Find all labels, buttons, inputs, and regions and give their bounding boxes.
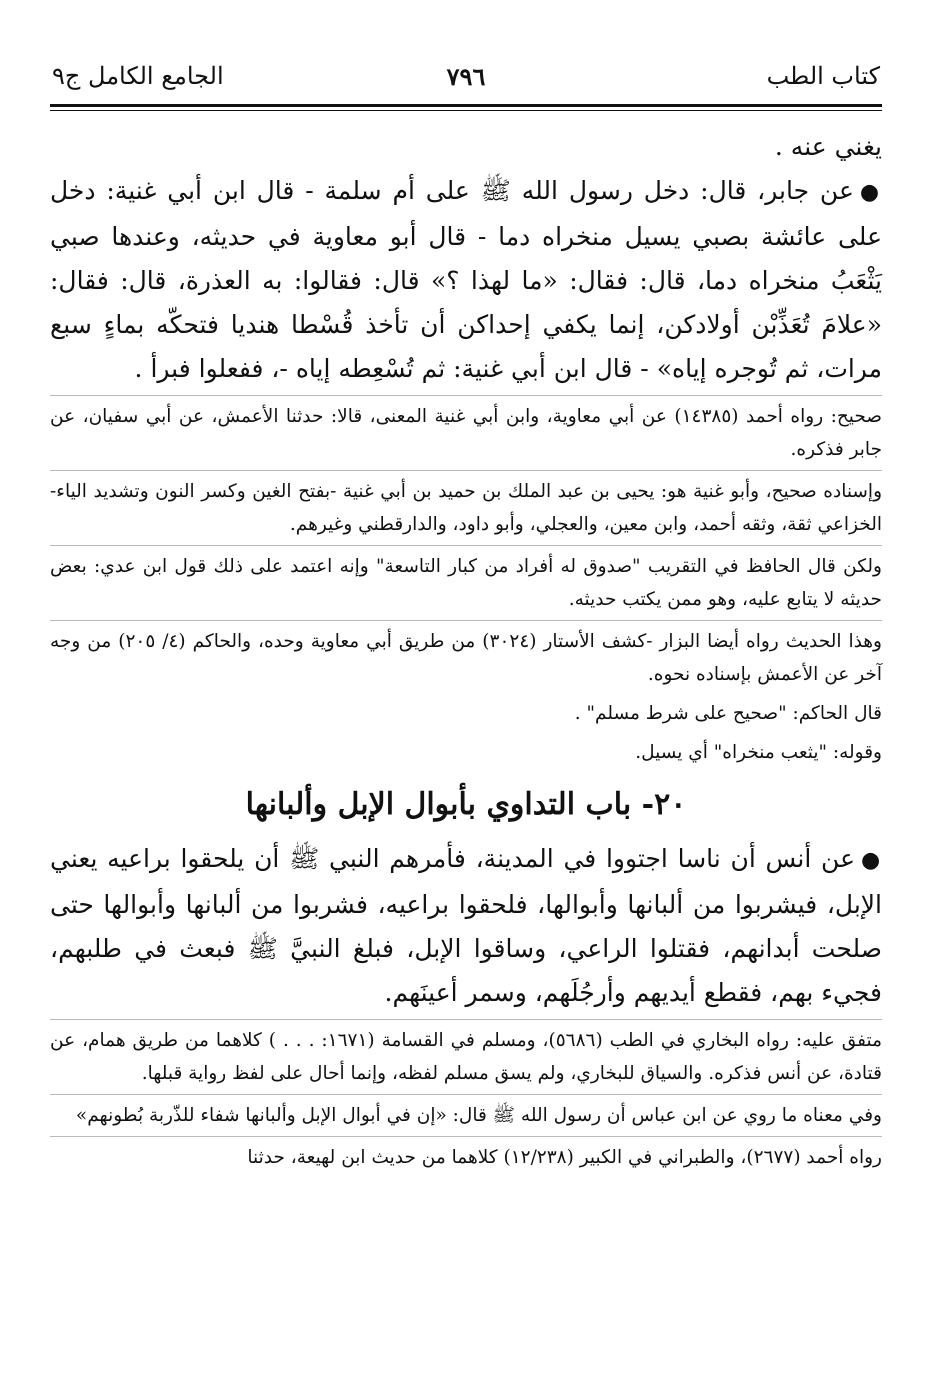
header-rule-thin (50, 110, 882, 111)
header-rule-thick (50, 104, 882, 107)
commentary-paragraph: قال الحاكم: "صحيح على شرط مسلم" . (574, 703, 882, 724)
hadith-text: عن جابر، قال: دخل رسول الله ﷺ على أم سلمة - قال ابن أبي غنية: دخل على عائشة بصبي يسيل منخراه دما - قال أبو معاوية في حديثه، وعندها صبي يَثْعَبُ منخراه دما، قال: فقال: «ما لهذا ؟» قال: فقالوا: به العذرة، قال: فقال: «علامَ تُعَذِّبْن أولادكن، إنما يكفي إحداكن أن تأخذ قُسْطا هنديا فتحكّه بماءٍ سبع مرات، ثم تُوجره إياه» - قال ابن أبي غنية: ثم تُسْعِطه إياه -، ففعلوا فبرأ . (50, 176, 882, 383)
hadith-paragraph (50, 837, 882, 1015)
commentary-paragraph: وقوله: "يثعب منخراه" أي يسيل. (635, 742, 882, 763)
commentary-paragraph: وفي معناه ما روي عن ابن عباس أن رسول الله ﷺ قال: «إن في أبوال الإبل وألبانها شفاء للذّربة بُطونهم» (75, 1105, 882, 1126)
book-page (50, 56, 882, 1174)
commentary-paragraph: وإسناده صحيح، وأبو غنية هو: يحيى بن عبد الملك بن حميد بن أبي غنية -بفتح الغين وكسر النون وتشديد الياء- الخزاعي ثقة، وثقه أحمد، وابن معين، والعجلي، وأبو داود، والدارقطني وغيرهم. (50, 481, 882, 535)
bullet-icon: ● (859, 180, 883, 205)
bullet-icon: ● (861, 848, 882, 873)
commentary-paragraph: رواه أحمد (٢٦٧٧)، والطبراني في الكبير (١٢/٢٣٨) كلاهما من حديث ابن لهيعة، حدثنا (247, 1147, 882, 1168)
page-header (50, 56, 882, 102)
separator (50, 1094, 882, 1095)
separator (50, 1019, 882, 1020)
commentary-paragraph: متفق عليه: رواه البخاري في الطب (٥٦٨٦)، ومسلم في القسامة (١٦٧١: . . . ) كلاهما من طريق همام، عن قتادة، عن أنس فذكره. والسياق للبخاري، ولم يسق مسلم لفظه، وإنما أحال على لفظ رواية قبلها. (50, 1030, 882, 1084)
separator (50, 395, 882, 396)
main-text-continuation: يغني عنه . (774, 132, 882, 161)
running-title: كتاب الطب (766, 62, 880, 90)
hadith-text: عن أنس أن ناسا اجتووا في المدينة، فأمرهم النبي ﷺ أن يلحقوا براعيه يعني الإبل، فيشربوا من ألبانها وأبوالها، فلحقوا براعيه، فشربوا من ألبانها وأبوالها حتى صلحت أبدانهم، فقتلوا الراعي، وساقوا الإبل، فبلغ النبيَّ ﷺ فبعث في طلبهم، فجيء بهم، فقطع أيديهم وأرجُلَهم، وسمر أعينَهم. (50, 844, 882, 1007)
commentary-paragraph: صحيح: رواه أحمد (١٤٣٨٥) عن أبي معاوية، وابن أبي غنية المعنى، قالا: حدثنا الأعمش، عن أبي سفيان، عن جابر فذكره. (50, 406, 883, 460)
separator (50, 620, 882, 621)
commentary-paragraph: وهذا الحديث رواه أيضا البزار -كشف الأستار (٣٠٢٤) من طريق أبي معاوية وحده، والحاكم (٤/ ٢٠٥) من وجه آخر عن الأعمش بإسناده نحوه. (50, 631, 882, 685)
separator (50, 545, 882, 546)
hadith-paragraph (50, 169, 882, 391)
separator (50, 470, 882, 471)
chapter-heading: ٢٠- باب التداوي بأبوال الإبل وألبانها (245, 787, 687, 822)
page-number: ٧٩٦ (446, 62, 486, 91)
separator (50, 1136, 882, 1137)
commentary-paragraph: ولكن قال الحافظ في التقريب "صدوق له أفراد من كبار التاسعة" وإنه اعتمد على ذلك قول ابن عدي: بعض حديثه لا يتابع عليه، وهو ممن يكتب حديثه. (50, 556, 882, 610)
volume-label: الجامع الكامل ج٩ (52, 62, 224, 90)
